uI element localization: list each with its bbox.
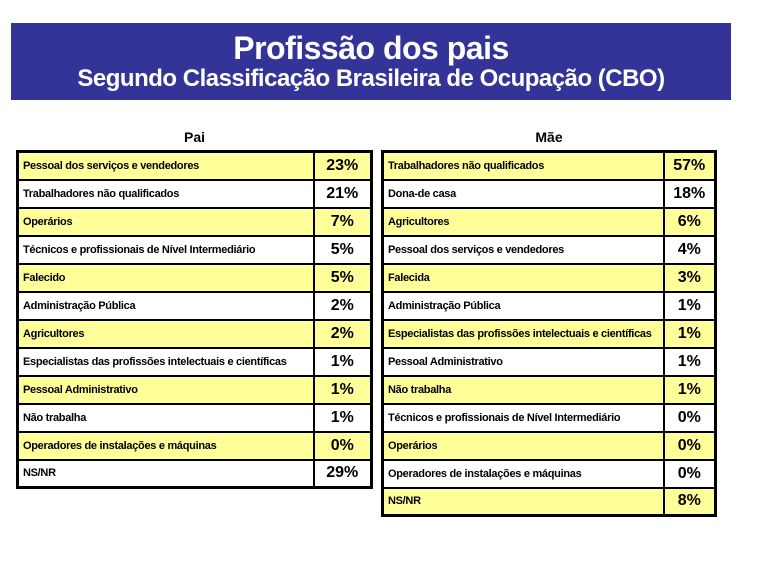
table-row — [18, 292, 372, 320]
occupation-percentage: 57% — [664, 152, 716, 180]
occupation-label: Agricultores — [18, 320, 314, 348]
occupation-label: Falecida — [383, 264, 664, 292]
occupation-label: Especialistas das profissões intelectuais e científicas — [18, 348, 314, 376]
occupation-label: Técnicos e profissionais de Nível Intermediário — [18, 236, 314, 264]
occupation-label: Administração Pública — [18, 292, 314, 320]
table-row — [18, 180, 372, 208]
occupation-percentage: 1% — [664, 320, 716, 348]
table-row — [383, 320, 716, 348]
table-row — [383, 488, 716, 516]
occupation-percentage: 23% — [314, 152, 372, 180]
table-row — [383, 404, 716, 432]
occupation-percentage: 7% — [314, 208, 372, 236]
occupation-label: NS/NR — [18, 460, 314, 488]
table-row — [18, 152, 372, 180]
occupation-percentage: 29% — [314, 460, 372, 488]
occupation-label: Pessoal dos serviços e vendedores — [383, 236, 664, 264]
table-row — [383, 348, 716, 376]
father-occupation-table — [16, 150, 373, 489]
table-row — [383, 292, 716, 320]
occupation-label: Não trabalha — [18, 404, 314, 432]
occupation-label: Técnicos e profissionais de Nível Intermediário — [383, 404, 664, 432]
occupation-percentage: 3% — [664, 264, 716, 292]
occupation-label: Operários — [18, 208, 314, 236]
title-banner — [11, 23, 731, 100]
occupation-label: Falecido — [18, 264, 314, 292]
occupation-percentage: 1% — [314, 376, 372, 404]
occupation-label: Pessoal Administrativo — [18, 376, 314, 404]
table-row — [18, 208, 372, 236]
table-row — [383, 236, 716, 264]
occupation-percentage: 4% — [664, 236, 716, 264]
mae-table-body — [383, 152, 716, 516]
occupation-label: Especialistas das profissões intelectuais e científicas — [383, 320, 664, 348]
father-table-section — [16, 126, 373, 489]
occupation-percentage: 2% — [314, 320, 372, 348]
table-row — [18, 264, 372, 292]
mother-table-title: Mãe — [535, 129, 563, 145]
occupation-label: Operários — [383, 432, 664, 460]
table-row — [383, 264, 716, 292]
table-row — [18, 432, 372, 460]
father-table-title: Pai — [183, 129, 205, 145]
occupation-percentage: 1% — [314, 404, 372, 432]
occupation-percentage: 5% — [314, 236, 372, 264]
occupation-percentage: 18% — [664, 180, 716, 208]
occupation-label: Operadores de instalações e máquinas — [18, 432, 314, 460]
occupation-label: Administração Pública — [383, 292, 664, 320]
occupation-label: Operadores de instalações e máquinas — [383, 460, 664, 488]
table-row — [18, 460, 372, 488]
table-row — [18, 236, 372, 264]
slide-title: Profissão dos pais — [233, 30, 509, 66]
occupation-percentage: 0% — [664, 404, 716, 432]
occupation-percentage: 2% — [314, 292, 372, 320]
mother-table-section — [381, 126, 717, 517]
occupation-percentage: 1% — [664, 348, 716, 376]
occupation-label: Trabalhadores não qualificados — [18, 180, 314, 208]
table-row — [383, 208, 716, 236]
mother-occupation-table — [381, 150, 717, 517]
table-row — [18, 376, 372, 404]
occupation-label: Não trabalha — [383, 376, 664, 404]
table-row — [383, 460, 716, 488]
table-row — [383, 152, 716, 180]
occupation-percentage: 21% — [314, 180, 372, 208]
pai-table-body — [18, 152, 372, 488]
occupation-percentage: 0% — [664, 460, 716, 488]
table-row — [18, 348, 372, 376]
occupation-label: Pessoal dos serviços e vendedores — [18, 152, 314, 180]
occupation-percentage: 5% — [314, 264, 372, 292]
occupation-percentage: 0% — [664, 432, 716, 460]
table-row — [383, 180, 716, 208]
table-row — [18, 404, 372, 432]
occupation-percentage: 1% — [664, 292, 716, 320]
occupation-percentage: 1% — [314, 348, 372, 376]
occupation-percentage: 8% — [664, 488, 716, 516]
slide-subtitle: Segundo Classificação Brasileira de Ocupação (CBO) — [77, 65, 665, 92]
occupation-label: Dona-de casa — [383, 180, 664, 208]
table-row — [383, 376, 716, 404]
occupation-label: Trabalhadores não qualificados — [383, 152, 664, 180]
occupation-label: Agricultores — [383, 208, 664, 236]
occupation-label: NS/NR — [383, 488, 664, 516]
table-row — [383, 432, 716, 460]
occupation-percentage: 1% — [664, 376, 716, 404]
occupation-label: Pessoal Administrativo — [383, 348, 664, 376]
table-row — [18, 320, 372, 348]
occupation-percentage: 0% — [314, 432, 372, 460]
occupation-percentage: 6% — [664, 208, 716, 236]
